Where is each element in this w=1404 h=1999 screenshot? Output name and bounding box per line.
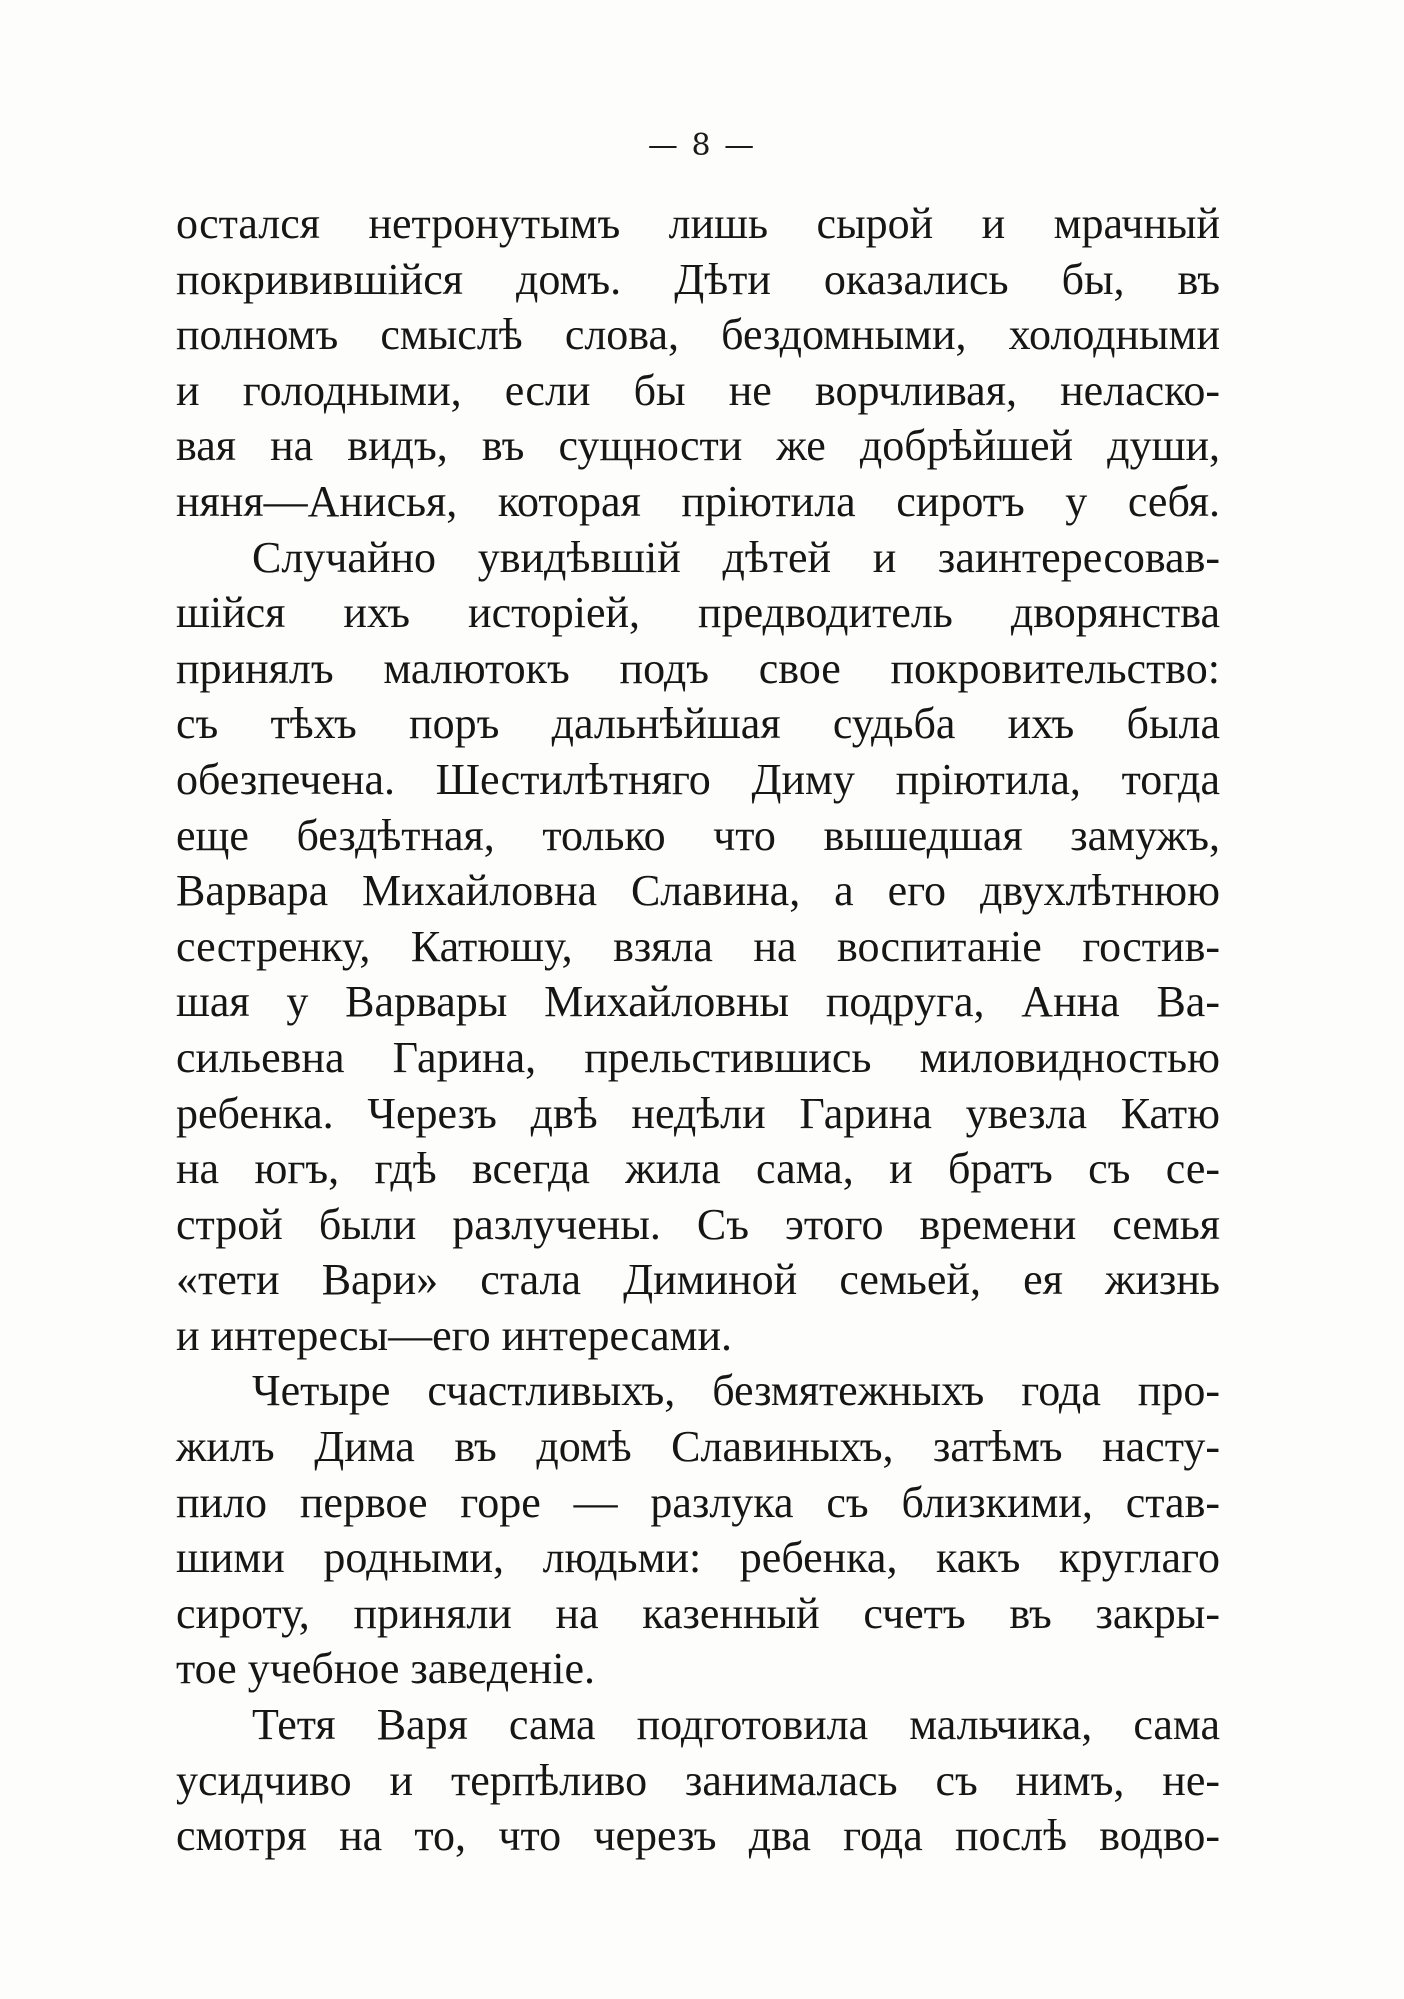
text-line: остался нетронутымъ лишь сырой и мрачный xyxy=(176,199,1220,248)
body-text xyxy=(176,196,1220,1864)
text-line: няня—Анисья, которая пріютила сиротъ у себя. xyxy=(176,476,1220,526)
text-line: тое учебное заведеніе. xyxy=(176,1644,595,1694)
text-line: полномъ смыслѣ слова, бездомными, холодными xyxy=(176,310,1220,360)
text-line: строй были разлучены. Съ этого времени семья xyxy=(176,1199,1220,1249)
page-number: — 8 — xyxy=(647,128,757,163)
text-line: Варвара Михайловна Славина, а его двухлѣтнюю xyxy=(176,866,1220,916)
text-line: жилъ Дима въ домѣ Славиныхъ, затѣмъ насту- xyxy=(176,1422,1220,1472)
text-line: еще бездѣтная, только что вышедшая замужъ, xyxy=(176,810,1220,860)
text-line: Случайно увидѣвшій дѣтей и заинтересовав- xyxy=(252,532,1220,582)
text-line: вая на видъ, въ сущности же добрѣйшей души, xyxy=(176,421,1220,471)
text-line: сильевна Гарина, прельстившись миловидностью xyxy=(176,1032,1220,1082)
paragraph-3 xyxy=(176,1363,1220,1697)
text-line: покривившійся домъ. Дѣти оказались бы, въ xyxy=(176,254,1220,304)
text-line: усидчиво и терпѣливо занималась съ нимъ, не- xyxy=(176,1755,1220,1805)
text-line: на югъ, гдѣ всегда жила сама, и братъ съ се- xyxy=(176,1144,1220,1194)
text-line: шими родными, людьми: ребенка, какъ круглаго xyxy=(176,1533,1220,1583)
text-line: сироту, приняли на казенный счетъ въ закры- xyxy=(176,1588,1220,1638)
text-line: Четыре счастливыхъ, безмятежныхъ года про- xyxy=(252,1366,1220,1416)
text-line: пило первое горе — разлука съ близкими, став- xyxy=(176,1477,1220,1527)
paragraph-4 xyxy=(176,1697,1220,1864)
text-line: шійся ихъ исторіей, предводитель дворянства xyxy=(176,588,1220,638)
text-line: и интересы—его интересами. xyxy=(176,1310,733,1360)
text-line: смотря на то, что черезъ два года послѣ водво- xyxy=(176,1811,1220,1861)
text-line: принялъ малютокъ подъ свое покровительство: xyxy=(176,643,1220,693)
text-line: съ тѣхъ поръ дальнѣйшая судьба ихъ была xyxy=(176,699,1220,749)
paragraph-2 xyxy=(176,530,1220,1364)
text-line: «тети Вари» стала Диминой семьей, ея жизнь xyxy=(176,1255,1220,1305)
text-line: Тетя Варя сама подготовила мальчика, сама xyxy=(252,1700,1220,1750)
text-line: ребенка. Черезъ двѣ недѣли Гарина увезла Катю xyxy=(176,1088,1220,1138)
text-line: обезпечена. Шестилѣтняго Диму пріютила, тогда xyxy=(176,754,1220,804)
paragraph-1 xyxy=(176,196,1220,530)
text-line: шая у Варвары Михайловны подруга, Анна Ва- xyxy=(176,977,1220,1027)
text-line: сестренку, Катюшу, взяла на воспитаніе гостив- xyxy=(176,921,1220,971)
text-line: и голодными, если бы не ворчливая, неласко- xyxy=(176,365,1220,415)
